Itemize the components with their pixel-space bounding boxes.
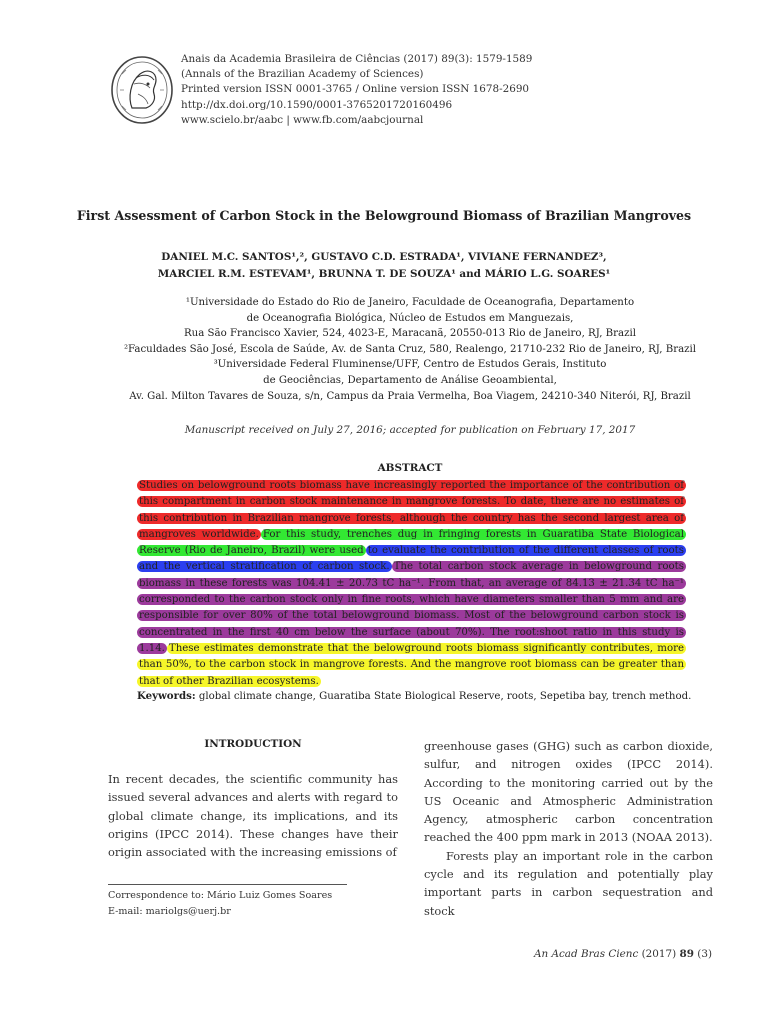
journal-english-name: (Annals of the Brazilian Academy of Sciences) [181,68,424,81]
keywords [137,690,691,702]
running-footer [534,948,712,960]
authors-line-1: DANIEL M.C. SANTOS¹,², GUSTAVO C.D. ESTRADA¹, VIVIANE FERNANDEZ³, [161,251,607,263]
correspondence-footnote [108,888,332,919]
footer-year: (2017) [641,948,677,960]
doi-link[interactable]: http://dx.doi.org/10.1590/0001-3765201720160496 [181,98,453,111]
affiliation-line: Rua São Francisco Xavier, 524, 4023-E, Maracanã, 20550-013 Rio de Janeiro, RJ, Brazil [183,328,636,340]
journal-issn: Printed version ISSN 0001-3765 / Online version ISSN 1678-2690 [181,83,530,96]
journal-header [181,52,532,128]
footer-issue: (3) [697,948,712,960]
correspondence-author: Correspondence to: Mário Luiz Gomes Soares [108,890,333,901]
affiliation-line: ²Faculdades São José, Escola de Saúde, Av. de Santa Cruz, 580, Realengo, 21710-232 Rio de Janeiro, RJ, Brazil [123,343,697,355]
footnote-divider [108,884,347,885]
author-list [0,249,768,283]
affiliation-line: ³Universidade Federal Fluminense/UFF, Centro de Estudos Gerais, Instituto [213,359,607,371]
affiliation-line: de Geociências, Departamento de Análise Geoambiental, [263,374,557,386]
intro-paragraph: In recent decades, the scientific community has issued several advances and alerts with regard to global climate change, its implications, and its origins (IPCC 2014). These changes have their origin associated with the increasing emissions of [108,772,398,860]
intro-paragraph: greenhouse gases (GHG) such as carbon dioxide, sulfur, and nitrogen oxides (IPCC 2014). According to the monitoring carried out by the US Oceanic and Atmospheric Administration Agency, atmospheric carbon concentration reached the 400 ppm mark in 2013 (NOAA 2013). [424,739,713,845]
affiliation-line: ¹Universidade do Estado do Rio de Janeiro, Faculdade de Oceanografia, Departamento [185,297,635,308]
affiliation-line: de Oceanografia Biológica, Núcleo de Estudos em Manguezais, [246,312,574,324]
abstract-highlight-green: For this study, trenches dug in fringing forests in Guaratiba State Biological Reserve (Rio de Janeiro, Brazil) were used [139,528,684,557]
keywords-text: global climate change, Guaratiba State Biological Reserve, roots, Sepetiba bay, trench method. [198,691,692,702]
keywords-label: Keywords: [137,690,196,702]
manuscript-dates: Manuscript received on July 27, 2016; accepted for publication on February 17, 2017 [184,424,636,436]
abstract-highlight-blue: to evaluate the contribution of the different classes of roots and the vertical stratification of carbon stock. [139,545,685,573]
right-column [424,737,713,920]
affiliation-line: Av. Gal. Milton Tavares de Souza, s/n, Campus da Praia Vermelha, Boa Viagem, 24210-340 Niterói, RJ, Brazil [129,390,691,402]
journal-abbreviation: An Acad Bras Cienc [533,948,639,960]
academy-seal-logo [110,54,174,126]
paper-title: First Assessment of Carbon Stock in the Belowground Biomass of Brazilian Mangroves [76,208,692,223]
intro-paragraph: Forests play an important role in the carbon cycle and its regulation and potentially play important parts in carbon sequestration and stock [424,848,713,918]
authors-line-2: MARCIEL R.M. ESTEVAM¹, BRUNNA T. DE SOUZA¹ and MÁRIO L.G. SOARES¹ [157,268,611,280]
abstract-body [137,478,686,690]
introduction-heading: INTRODUCTION [204,738,302,750]
footer-volume: 89 [679,948,694,960]
abstract-highlight-purple: The total carbon stock average in belowground roots biomass in these forests was 104.41 ± 20.73 tC ha⁻¹. From that, an average of 84.13 ± 21.34 tC ha⁻¹ corresponded to the carbon stock only in fine roots, which have diameters smaller than 5 mm and are responsible for over 80% of the total belowground biomass. Most of the belowground carbon stock is concentrated in the first 40 cm below the surface (about 70%). The root:shoot ratio in this study is 1.14. [139,561,684,654]
journal-citation: Anais da Academia Brasileira de Ciências (2017) 89(3): 1579-1589 [181,53,533,65]
left-column [108,770,398,861]
abstract-highlight-yellow: These estimates demonstrate that the belowground roots biomass significantly contributes, more than 50%, to the carbon stock in mangrove forests. And the mangrove root biomass can be greater than that of other Brazilian ecosystems. [139,642,684,687]
abstract-highlight-red: Studies on belowground roots biomass have increasingly reported the importance of the contribution of this compartment in carbon stock maintenance in mangrove forests. To date, there are no estimates of this contribution in Brazilian mangrove forests, although the country has the second largest area of mangroves worldwide. [139,480,684,540]
journal-web-links[interactable]: www.scielo.br/aabc | www.fb.com/aabcjournal [181,113,424,126]
correspondence-email[interactable]: E-mail: mariolgs@uerj.br [108,905,231,917]
affiliations [0,295,768,404]
abstract-heading: ABSTRACT [377,462,443,474]
